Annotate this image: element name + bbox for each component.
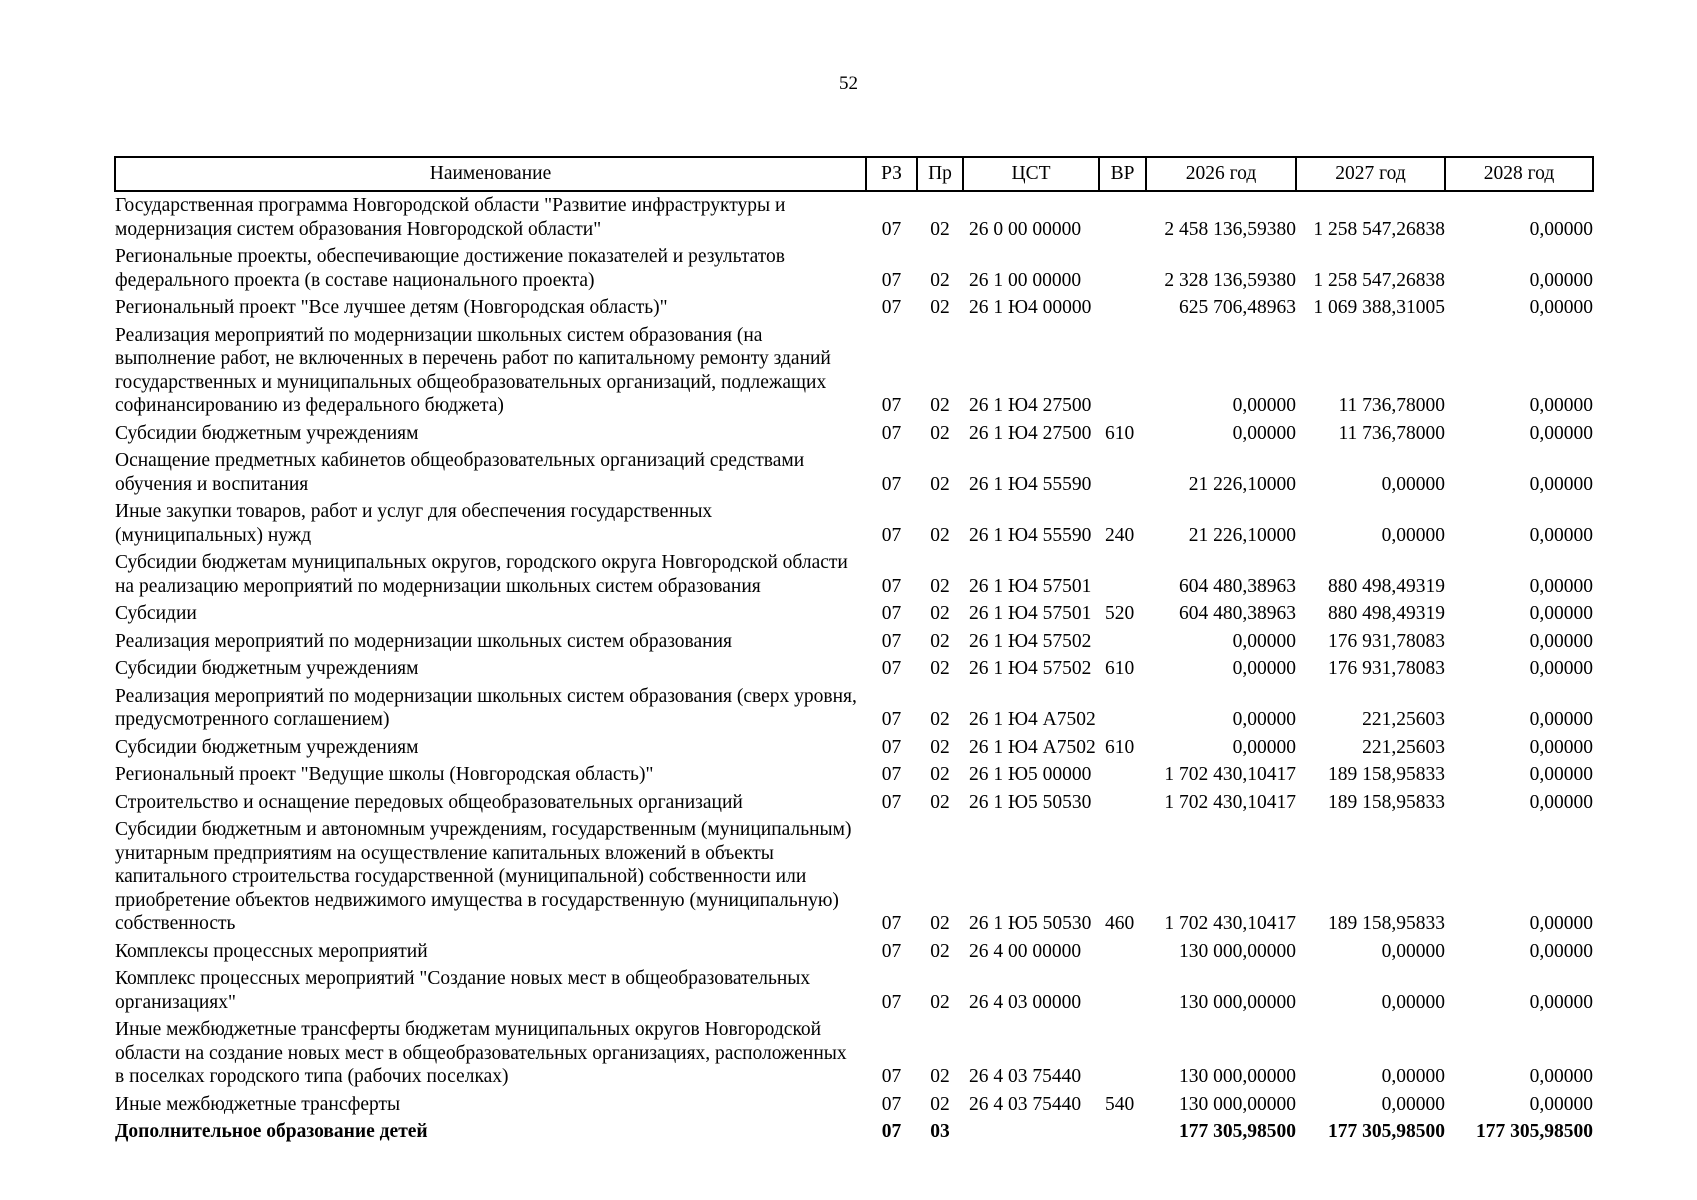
row-2026: 1 702 430,10417 xyxy=(1164,764,1296,785)
row-name: Оснащение предметных кабинетов общеобразовательных организаций средствами обучения и воспитания xyxy=(115,450,805,495)
row-2026: 1 702 430,10417 xyxy=(1164,791,1296,813)
row-2028: 0,00000 xyxy=(1529,791,1593,813)
page-number: 52 xyxy=(839,73,858,94)
row-name: Комплекс процессных мероприятий "Создание новых мест в общеобразовательных организациях" xyxy=(115,968,811,1013)
row-2028: 0,00000 xyxy=(1529,603,1593,624)
row-vr: 610 xyxy=(1105,736,1135,758)
row-rz: 07 xyxy=(881,603,902,624)
row-rz: 07 xyxy=(881,940,902,962)
row-vr xyxy=(1099,322,1146,420)
row-2026: 604 480,38963 xyxy=(1179,603,1296,624)
row-2026: 0,00000 xyxy=(1232,736,1296,758)
header-pr: Пр xyxy=(917,157,963,191)
row-name: Иные закупки товаров, работ и услуг для обеспечения государственных (муниципальных) нужд xyxy=(115,501,713,546)
table-row xyxy=(115,734,1593,762)
table-row xyxy=(115,683,1593,734)
row-name: Региональный проект "Все лучшее детям (Новгородская область)" xyxy=(115,297,668,318)
table-row xyxy=(115,322,1593,420)
row-cst: 26 1 Ю4 55590 xyxy=(969,524,1092,546)
row-vr xyxy=(1099,683,1146,734)
row-2026: 0,00000 xyxy=(1232,658,1296,679)
row-vr: 610 xyxy=(1105,658,1135,679)
header-2028: 2028 год xyxy=(1445,157,1593,191)
row-2026: 130 000,00000 xyxy=(1179,1066,1296,1087)
row-pr: 02 xyxy=(930,422,950,444)
row-cst: 26 4 03 75440 xyxy=(969,1093,1082,1115)
row-cst: 26 4 03 00000 xyxy=(969,991,1082,1013)
row-vr xyxy=(1099,789,1146,817)
row-2028: 0,00000 xyxy=(1529,218,1593,240)
row-rz: 07 xyxy=(881,395,902,416)
row-name: Субсидии бюджетным и автономным учреждениям, государственным (муниципальным) унитарным предприятиям на осуществление капитальных вложений в объекты капитального строительства государственной (муниципальной) собственности или приобретение объектов недвижимого имущества в государственную (муниципальную) собственность xyxy=(115,819,852,934)
row-2027: 880 498,49319 xyxy=(1328,603,1445,624)
row-2027: 189 158,95833 xyxy=(1328,791,1445,813)
header-rz: РЗ xyxy=(866,157,917,191)
row-rz: 07 xyxy=(881,913,902,934)
row-vr xyxy=(1099,243,1146,294)
row-name: Субсидии бюджетным учреждениям xyxy=(115,422,419,444)
row-2028: 0,00000 xyxy=(1529,269,1593,291)
row-pr: 02 xyxy=(930,524,950,546)
row-name: Реализация мероприятий по модернизации школьных систем образования xyxy=(115,630,733,652)
row-vr: 610 xyxy=(1105,422,1135,444)
table-row xyxy=(115,498,1593,549)
row-pr: 02 xyxy=(930,991,950,1013)
row-cst xyxy=(963,1118,1099,1146)
row-2028: 0,00000 xyxy=(1529,658,1593,679)
row-cst: 26 1 Ю5 00000 xyxy=(969,764,1092,785)
row-vr xyxy=(1099,965,1146,1016)
row-vr: 240 xyxy=(1105,524,1135,546)
row-cst: 26 1 Ю4 57502 xyxy=(969,658,1092,679)
row-cst: 26 1 Ю4 55590 xyxy=(969,473,1092,495)
row-rz: 07 xyxy=(881,658,902,679)
row-cst: 26 0 00 00000 xyxy=(969,218,1082,240)
row-cst: 26 4 00 00000 xyxy=(969,940,1082,962)
row-rz: 07 xyxy=(881,1121,902,1142)
row-vr xyxy=(1099,549,1146,600)
row-2027: 0,00000 xyxy=(1381,940,1445,962)
row-pr: 02 xyxy=(930,913,950,934)
table-header-row xyxy=(115,157,1593,191)
row-2027: 189 158,95833 xyxy=(1328,913,1445,934)
row-rz: 07 xyxy=(881,422,902,444)
row-2028: 0,00000 xyxy=(1529,736,1593,758)
row-2026: 0,00000 xyxy=(1232,422,1296,444)
row-2027: 0,00000 xyxy=(1381,991,1445,1013)
row-pr: 02 xyxy=(930,1066,950,1087)
row-pr: 02 xyxy=(930,709,950,730)
row-2028: 0,00000 xyxy=(1529,297,1593,318)
table-row xyxy=(115,1091,1593,1119)
row-pr: 02 xyxy=(930,940,950,962)
header-vr: ВР xyxy=(1099,157,1146,191)
table-body xyxy=(115,191,1593,1146)
row-2028: 0,00000 xyxy=(1529,709,1593,730)
row-2028: 0,00000 xyxy=(1529,473,1593,495)
row-2026: 2 328 136,59380 xyxy=(1164,269,1296,291)
row-cst: 26 1 Ю4 А7502 xyxy=(969,736,1096,758)
row-pr: 02 xyxy=(930,736,950,758)
row-2028: 0,00000 xyxy=(1529,1093,1593,1115)
table-row xyxy=(115,294,1593,322)
row-2027: 221,25603 xyxy=(1362,709,1445,730)
row-vr xyxy=(1099,447,1146,498)
row-pr: 02 xyxy=(930,218,950,240)
row-2027: 177 305,98500 xyxy=(1328,1121,1445,1142)
row-vr: 460 xyxy=(1105,913,1135,934)
row-2027: 0,00000 xyxy=(1381,524,1445,546)
row-cst: 26 1 Ю4 27500 xyxy=(969,422,1092,444)
row-cst: 26 1 Ю4 А7502 xyxy=(969,709,1096,730)
row-pr: 02 xyxy=(930,473,950,495)
row-2027: 11 736,78000 xyxy=(1338,395,1445,416)
row-2027: 1 258 547,26838 xyxy=(1313,218,1445,240)
row-cst: 26 1 Ю4 57502 xyxy=(969,630,1092,652)
table-row xyxy=(115,965,1593,1016)
row-2026: 130 000,00000 xyxy=(1179,940,1296,962)
row-vr xyxy=(1099,938,1146,966)
row-2026: 604 480,38963 xyxy=(1179,575,1296,597)
row-vr xyxy=(1099,1016,1146,1091)
header-2027: 2027 год xyxy=(1296,157,1445,191)
row-2028: 0,00000 xyxy=(1529,1066,1593,1087)
row-rz: 07 xyxy=(881,991,902,1013)
row-name: Комплексы процессных мероприятий xyxy=(115,940,428,962)
row-2026: 177 305,98500 xyxy=(1179,1121,1296,1142)
row-2026: 21 226,10000 xyxy=(1188,524,1296,546)
row-rz: 07 xyxy=(881,764,902,785)
header-2026: 2026 год xyxy=(1146,157,1296,191)
row-2027: 176 931,78083 xyxy=(1328,658,1445,679)
row-rz: 07 xyxy=(881,791,902,813)
table-row xyxy=(115,761,1593,789)
row-pr: 02 xyxy=(930,269,950,291)
table-row xyxy=(115,600,1593,628)
row-cst: 26 1 Ю4 00000 xyxy=(969,297,1092,318)
row-cst: 26 1 Ю5 50530 xyxy=(969,791,1092,813)
row-pr: 02 xyxy=(930,395,950,416)
row-cst: 26 1 Ю5 50530 xyxy=(969,913,1092,934)
row-rz: 07 xyxy=(881,269,902,291)
row-vr: 540 xyxy=(1105,1093,1135,1115)
row-2026: 0,00000 xyxy=(1232,395,1296,416)
table-row xyxy=(115,1016,1593,1091)
table-row xyxy=(115,938,1593,966)
table-row xyxy=(115,655,1593,683)
table-row xyxy=(115,191,1593,243)
row-2026: 625 706,48963 xyxy=(1179,297,1296,318)
table-row xyxy=(115,447,1593,498)
row-2027: 0,00000 xyxy=(1381,1093,1445,1115)
row-name: Иные межбюджетные трансферты бюджетам муниципальных округов Новгородской области на создание новых мест в общеобразовательных организациях, расположенных в поселках городского типа (рабочих поселках) xyxy=(115,1019,847,1087)
row-2028: 0,00000 xyxy=(1529,940,1593,962)
table-row xyxy=(115,549,1593,600)
table-row xyxy=(115,628,1593,656)
row-pr: 02 xyxy=(930,658,950,679)
row-vr xyxy=(1099,1118,1146,1146)
row-2026: 0,00000 xyxy=(1232,630,1296,652)
table-row xyxy=(115,243,1593,294)
row-2028: 0,00000 xyxy=(1529,764,1593,785)
row-2027: 0,00000 xyxy=(1381,1066,1445,1087)
row-2027: 189 158,95833 xyxy=(1328,764,1445,785)
row-rz: 07 xyxy=(881,297,902,318)
table-row xyxy=(115,789,1593,817)
row-cst: 26 1 Ю4 57501 xyxy=(969,603,1092,624)
row-2027: 11 736,78000 xyxy=(1338,422,1445,444)
row-name: Субсидии бюджетным учреждениям xyxy=(115,658,419,679)
row-2026: 0,00000 xyxy=(1232,709,1296,730)
row-pr: 02 xyxy=(930,575,950,597)
row-2028: 177 305,98500 xyxy=(1476,1121,1593,1142)
row-cst: 26 4 03 75440 xyxy=(969,1066,1082,1087)
row-pr: 02 xyxy=(930,764,950,785)
row-rz: 07 xyxy=(881,630,902,652)
row-2028: 0,00000 xyxy=(1529,422,1593,444)
row-name: Государственная программа Новгородской области "Развитие инфраструктуры и модернизация систем образования Новгородской области" xyxy=(115,195,786,240)
row-pr: 03 xyxy=(930,1121,950,1142)
row-name: Региональный проект "Ведущие школы (Новгородская область)" xyxy=(115,764,654,785)
row-2028: 0,00000 xyxy=(1529,913,1593,934)
row-2027: 176 931,78083 xyxy=(1328,630,1445,652)
row-rz: 07 xyxy=(881,524,902,546)
row-vr xyxy=(1099,294,1146,322)
row-rz: 07 xyxy=(881,1093,902,1115)
row-pr: 02 xyxy=(930,630,950,652)
row-name: Субсидии xyxy=(115,603,197,624)
row-name: Региональные проекты, обеспечивающие достижение показателей и результатов федерального проекта (в составе национального проекта) xyxy=(115,246,785,291)
row-rz: 07 xyxy=(881,709,902,730)
row-pr: 02 xyxy=(930,791,950,813)
row-cst: 26 1 Ю4 57501 xyxy=(969,575,1092,597)
row-2028: 0,00000 xyxy=(1529,575,1593,597)
row-vr: 520 xyxy=(1105,603,1135,624)
row-2028: 0,00000 xyxy=(1529,991,1593,1013)
table-row xyxy=(115,420,1593,448)
row-name: Реализация мероприятий по модернизации школьных систем образования (сверх уровня, предусмотренного соглашением) xyxy=(115,685,857,730)
row-vr xyxy=(1099,761,1146,789)
row-name: Дополнительное образование детей xyxy=(115,1121,428,1142)
row-rz: 07 xyxy=(881,473,902,495)
row-name: Строительство и оснащение передовых общеобразовательных организаций xyxy=(115,791,743,813)
row-rz: 07 xyxy=(881,575,902,597)
row-pr: 02 xyxy=(930,603,950,624)
row-rz: 07 xyxy=(881,218,902,240)
row-2026: 2 458 136,59380 xyxy=(1164,218,1296,240)
row-2026: 130 000,00000 xyxy=(1179,1093,1296,1115)
row-2028: 0,00000 xyxy=(1529,395,1593,416)
row-cst: 26 1 00 00000 xyxy=(969,269,1082,291)
row-2027: 1 069 388,31005 xyxy=(1313,297,1445,318)
header-name: Наименование xyxy=(115,157,866,191)
row-2027: 0,00000 xyxy=(1381,473,1445,495)
row-rz: 07 xyxy=(881,1066,902,1087)
row-2027: 880 498,49319 xyxy=(1328,575,1445,597)
row-2026: 1 702 430,10417 xyxy=(1164,913,1296,934)
table-row xyxy=(115,816,1593,938)
row-2027: 221,25603 xyxy=(1362,736,1445,758)
budget-table xyxy=(114,156,1594,1146)
row-vr xyxy=(1099,191,1146,243)
row-name: Реализация мероприятий по модернизации школьных систем образования (на выполнение работ, не включенных в перечень работ по капитальному ремонту зданий государственных и муниципальных общеобразовательных организаций, подлежащих софинансированию из федерального бюджета) xyxy=(115,324,831,416)
row-name: Субсидии бюджетным учреждениям xyxy=(115,736,419,758)
row-rz: 07 xyxy=(881,736,902,758)
table-row xyxy=(115,1118,1593,1146)
row-vr xyxy=(1099,628,1146,656)
row-2028: 0,00000 xyxy=(1529,630,1593,652)
row-2026: 21 226,10000 xyxy=(1188,473,1296,495)
row-2027: 1 258 547,26838 xyxy=(1313,269,1445,291)
header-cst: ЦСТ xyxy=(963,157,1099,191)
row-pr: 02 xyxy=(930,1093,950,1115)
row-name: Субсидии бюджетам муниципальных округов, городского округа Новгородской области на реализацию мероприятий по модернизации школьных систем образования xyxy=(115,552,848,597)
row-cst: 26 1 Ю4 27500 xyxy=(969,395,1092,416)
row-name: Иные межбюджетные трансферты xyxy=(115,1093,401,1115)
row-2028: 0,00000 xyxy=(1529,524,1593,546)
row-2026: 130 000,00000 xyxy=(1179,991,1296,1013)
row-pr: 02 xyxy=(930,297,950,318)
